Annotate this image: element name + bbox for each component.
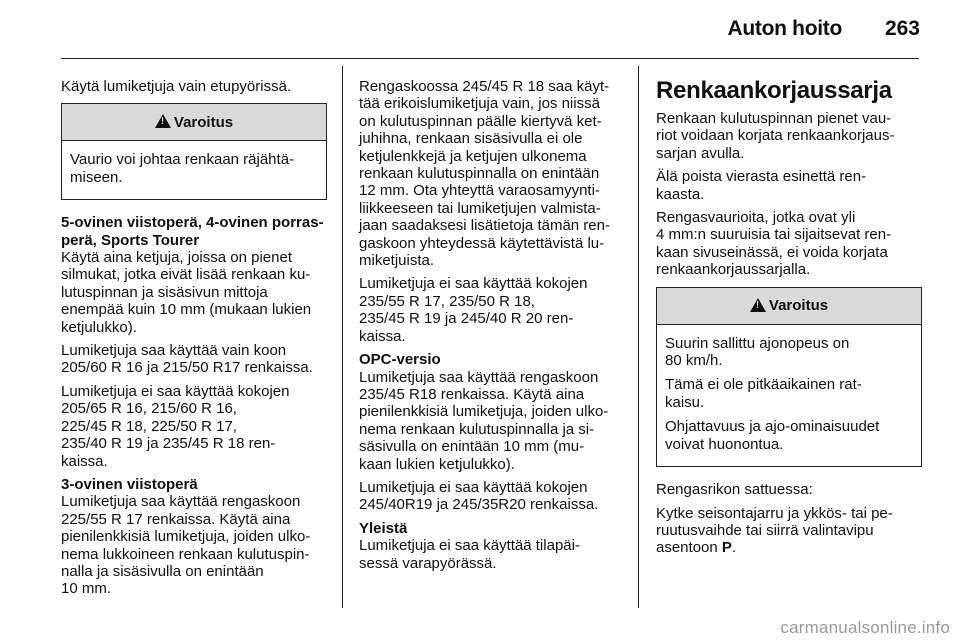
paragraph: Rengaskoossa 245/45 R 18 saa käyt- tää erikoislumiketjuja vain, jos niissä on kulutuspinnan päälle kiertyvä ket- juhihna, renkaan sisäsivulla ei ole ketjulenkkejä ja ketjujen ulkonema renkaan kulutuspinnalla on enintään 12 mm. Ota yhteyttä varaosamyynti- liikkeeseen tai lumiketjujen valmista- jaan saadaksesi lisätietoja tämän ren- gaskoon yhteydessä käytettävistä lu- miketjuista. (359, 78, 610, 270)
column-2 (359, 78, 625, 578)
warning-text: Tämä ei ole pitkäaikainen rat- kaisu. (665, 376, 862, 411)
column-1 (61, 78, 327, 604)
warning-text: Suurin sallittu ajonopeus on 80 km/h. (665, 334, 850, 370)
paragraph: Älä poista vierasta esinettä ren- kaasta. (656, 168, 867, 203)
column-divider-1 (342, 66, 343, 608)
page-header (0, 0, 960, 58)
section-heading-5-door: 5-ovinen viistoperä, 4-ovinen porras- perä, Sports Tourer (61, 214, 324, 249)
warning-box-2 (656, 287, 922, 467)
page-number: 263 (884, 17, 920, 40)
column-3 (656, 78, 922, 563)
header-rule (61, 58, 919, 59)
column-divider-2 (638, 66, 639, 608)
header-title: Auton hoito (727, 17, 842, 40)
warning-header (657, 288, 921, 325)
warning-triangle-icon (155, 114, 171, 128)
paragraph: Lumiketjuja ei saa käyttää kokojen 205/65 R 16, 215/60 R 16, 225/45 R 18, 225/50 R 17, 235/40 R 19 ja 235/45 R 18 ren- kaissa. (61, 382, 290, 470)
warning-text: Vaurio voi johtaa renkaan räjähtä- miseen. (70, 151, 295, 186)
paragraph: Lumiketjuja ei saa käyttää tilapäi- sessä varapyörässä. (359, 537, 580, 572)
paragraph: Kytke seisontajarru ja ykkös- tai pe- ruutusvaihde tai siirrä valintavipu asentoon P. (656, 504, 893, 557)
paragraph: Lumiketjuja ei saa käyttää kokojen 235/55 R 17, 235/50 R 18, 235/45 R 19 ja 245/40 R 20 ren- kaissa. (359, 275, 588, 345)
section-heading-3-door: 3-ovinen viistoperä (61, 475, 198, 493)
gear-position-p: P (721, 539, 732, 557)
warning-triangle-icon (750, 298, 766, 312)
paragraph: Lumiketjuja saa käyttää vain koon 205/60 R 16 ja 215/50 R17 renkaissa. (61, 342, 313, 377)
warning-body (657, 325, 921, 466)
section-heading-general: Yleistä (359, 519, 408, 537)
paragraph: Rengasrikon sattuessa: (656, 481, 813, 499)
section-title: Renkaankorjaussarja (656, 77, 892, 104)
paragraph: Lumiketjuja saa käyttää rengaskoon 225/55 R 17 renkaissa. Käytä aina pienilenkkisiä lumiketjuja, joiden ulko- nema lukkoineen renkaan kulutuspin- nalla ja sisäsivulla on enintään 10 mm. (61, 493, 311, 598)
warning-header (62, 104, 326, 141)
warning-box-1 (61, 103, 327, 200)
paragraph: Lumiketjuja ei saa käyttää kokojen 245/40R19 ja 245/35R20 renkaissa. (359, 478, 599, 514)
intro-text: Käytä lumiketjuja vain etupyörissä. (61, 78, 292, 95)
warning-body (62, 141, 326, 199)
section-heading-opc: OPC-versio (359, 351, 441, 369)
watermark: carmanualsonline.info (780, 618, 950, 637)
warning-title: Varoitus (173, 113, 234, 131)
warning-text: Ohjattavuus ja ajo-ominaisuudet voivat huonontua. (665, 418, 880, 453)
paragraph: Lumiketjuja saa käyttää rengaskoon 235/45 R18 renkaissa. Käytä aina pienilenkkisiä lumiketjuja, joiden ulko- nema renkaan kulutuspinnalla ja si- säsivulla on enintään 10 mm (mu- kaan lukien ketjulukko). (359, 368, 609, 473)
paragraph: Rengasvaurioita, jotka ovat yli 4 mm:n suuruisia tai sijaitsevat ren- kaan sivuseinässä, ei voida korjata renkaankorjaussarjalla. (656, 209, 892, 279)
paragraph: Renkaan kulutuspinnan pienet vau- riot voidaan korjata renkaankorjaus- sarjan avulla. (656, 110, 895, 162)
warning-title: Varoitus (768, 296, 829, 314)
paragraph: Käytä aina ketjuja, joissa on pienet silmukat, jotka eivät lisää renkaan ku- lutuspinnan ja sisäsivun mittoja enempää kuin 10 mm (mukaan lukien ketjulukko). (61, 249, 312, 336)
